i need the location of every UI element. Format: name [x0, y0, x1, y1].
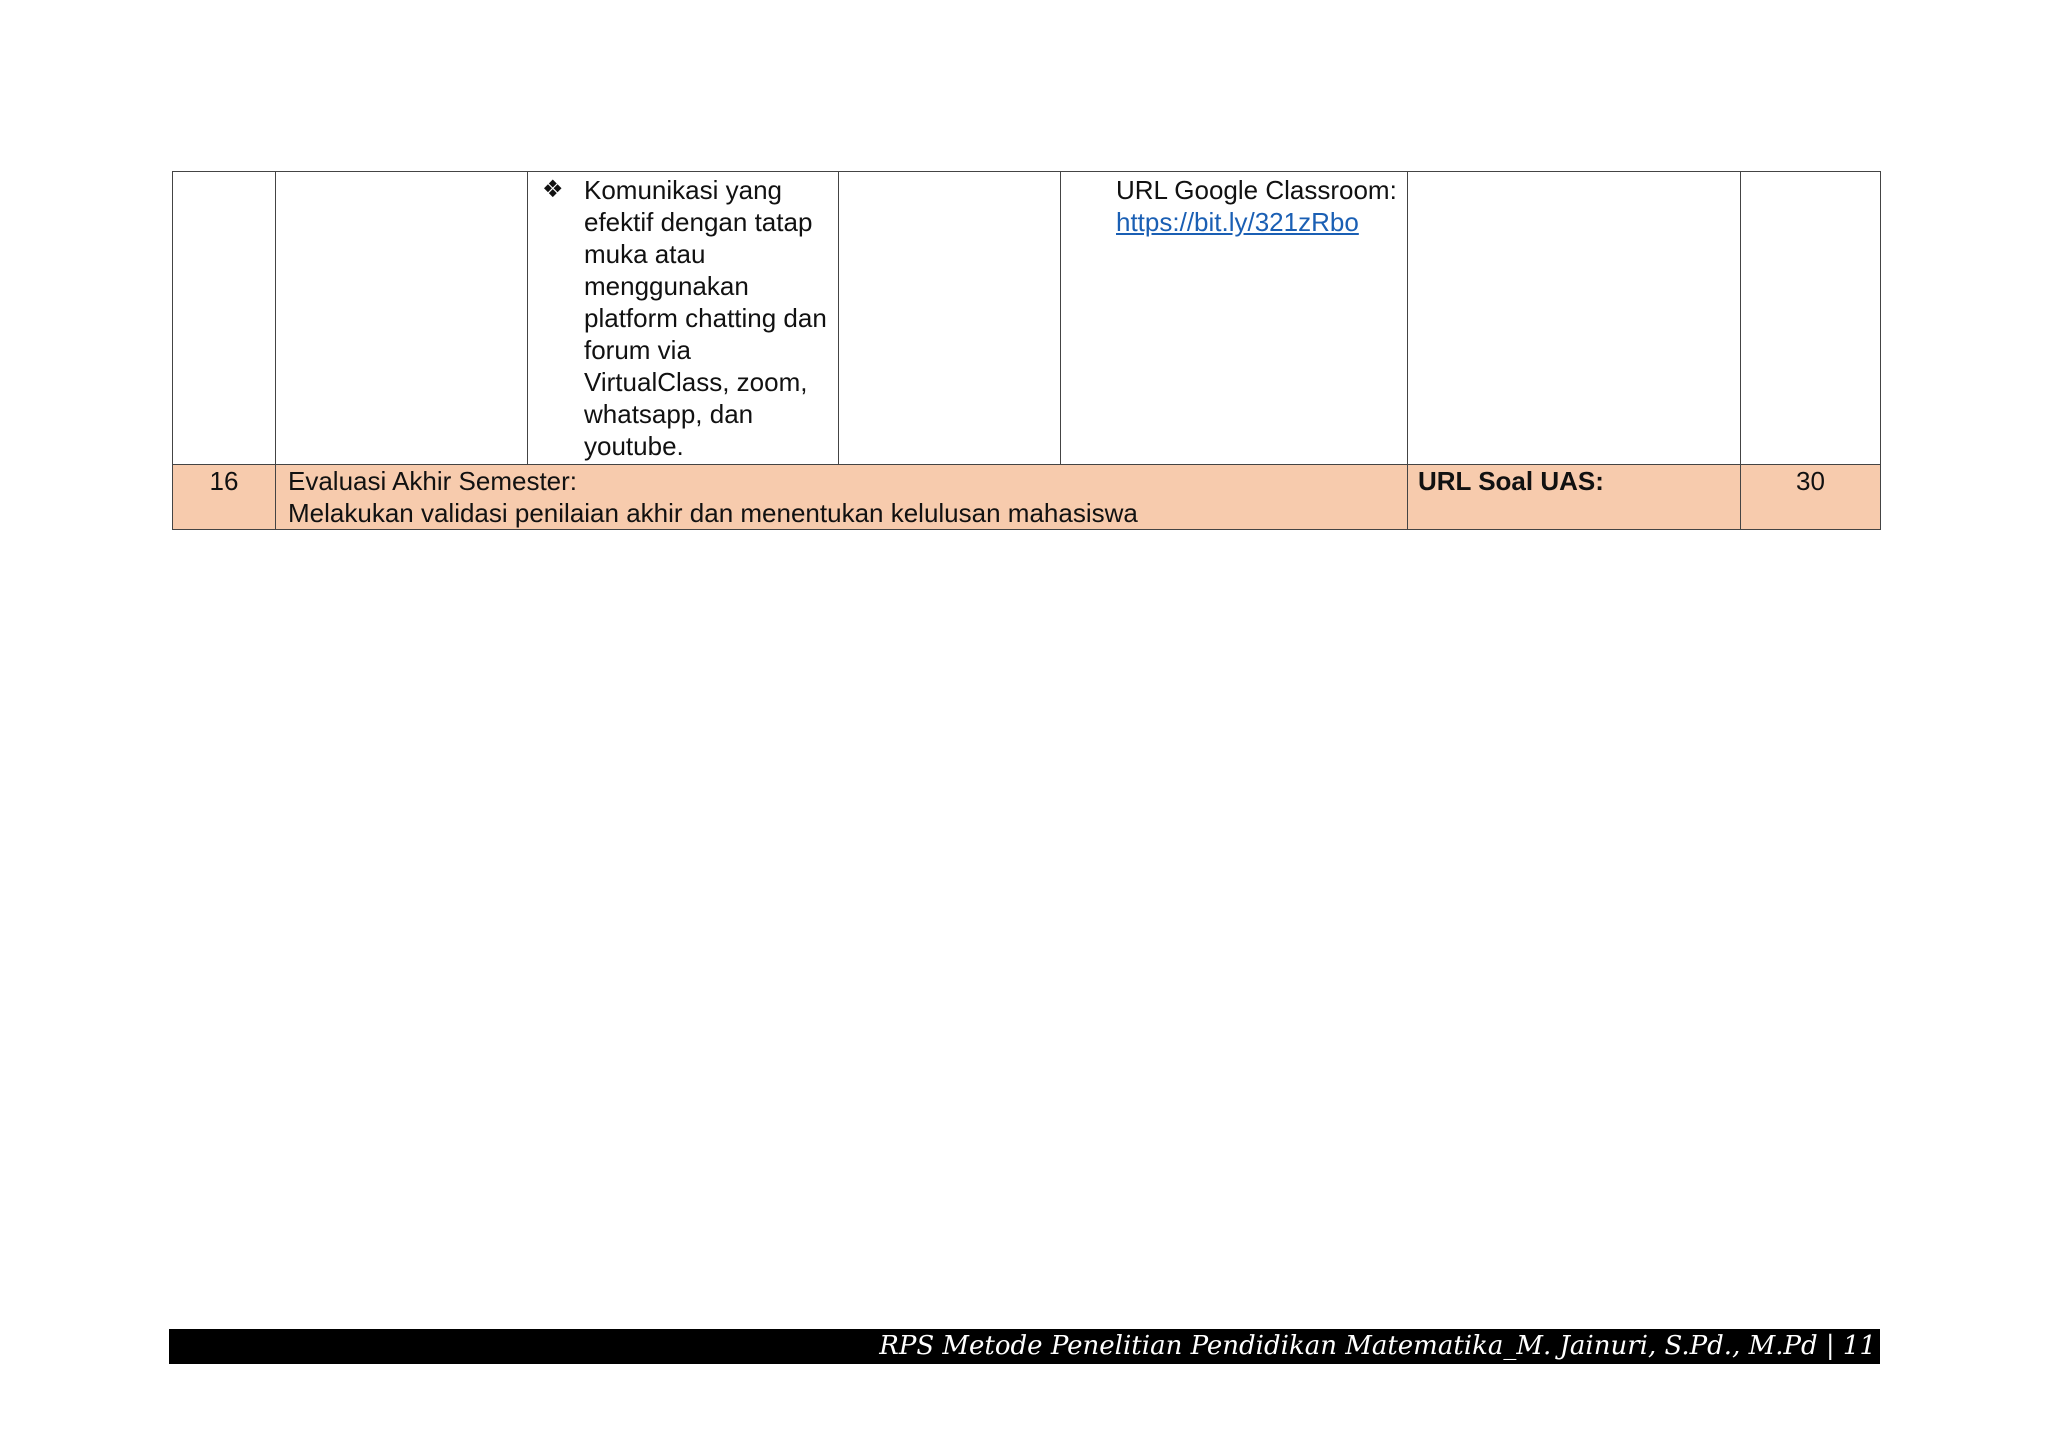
uas-url-label: URL Soal UAS:	[1408, 465, 1741, 530]
diamond-bullet-icon: ❖	[542, 176, 564, 203]
uas-description: Melakukan validasi penilaian akhir dan menentukan kelulusan mahasiswa	[288, 498, 1138, 528]
bullet-item	[542, 174, 828, 462]
empty-cell-weight	[1741, 172, 1881, 465]
empty-cell-competency	[276, 172, 528, 465]
empty-cell-assessment	[1408, 172, 1741, 465]
uas-description-cell	[276, 465, 1408, 530]
page-footer	[169, 1329, 1880, 1364]
learning-method-cell	[528, 172, 839, 465]
url-label: URL Google Classroom:	[1116, 175, 1397, 205]
bullet-text: Komunikasi yang efektif dengan tatap muka atau menggunakan platform chatting dan forum via VirtualClass, zoom, whatsapp, dan youtube.	[584, 175, 827, 461]
footer-text: RPS Metode Penelitian Pendidikan Matematika_M. Jainuri, S.Pd., M.Pd | 11	[879, 1331, 1876, 1361]
classroom-link[interactable]: https://bit.ly/321zRbo	[1116, 207, 1359, 237]
uas-weight-cell: 30	[1741, 465, 1881, 530]
uas-title: Evaluasi Akhir Semester:	[288, 466, 578, 496]
rps-table	[172, 171, 1881, 530]
table-row-uas	[173, 465, 1881, 530]
empty-cell-material	[839, 172, 1061, 465]
empty-cell-week	[173, 172, 276, 465]
table-row-continued	[173, 172, 1881, 465]
url-cell	[1061, 172, 1408, 465]
week-number-cell: 16	[173, 465, 276, 530]
